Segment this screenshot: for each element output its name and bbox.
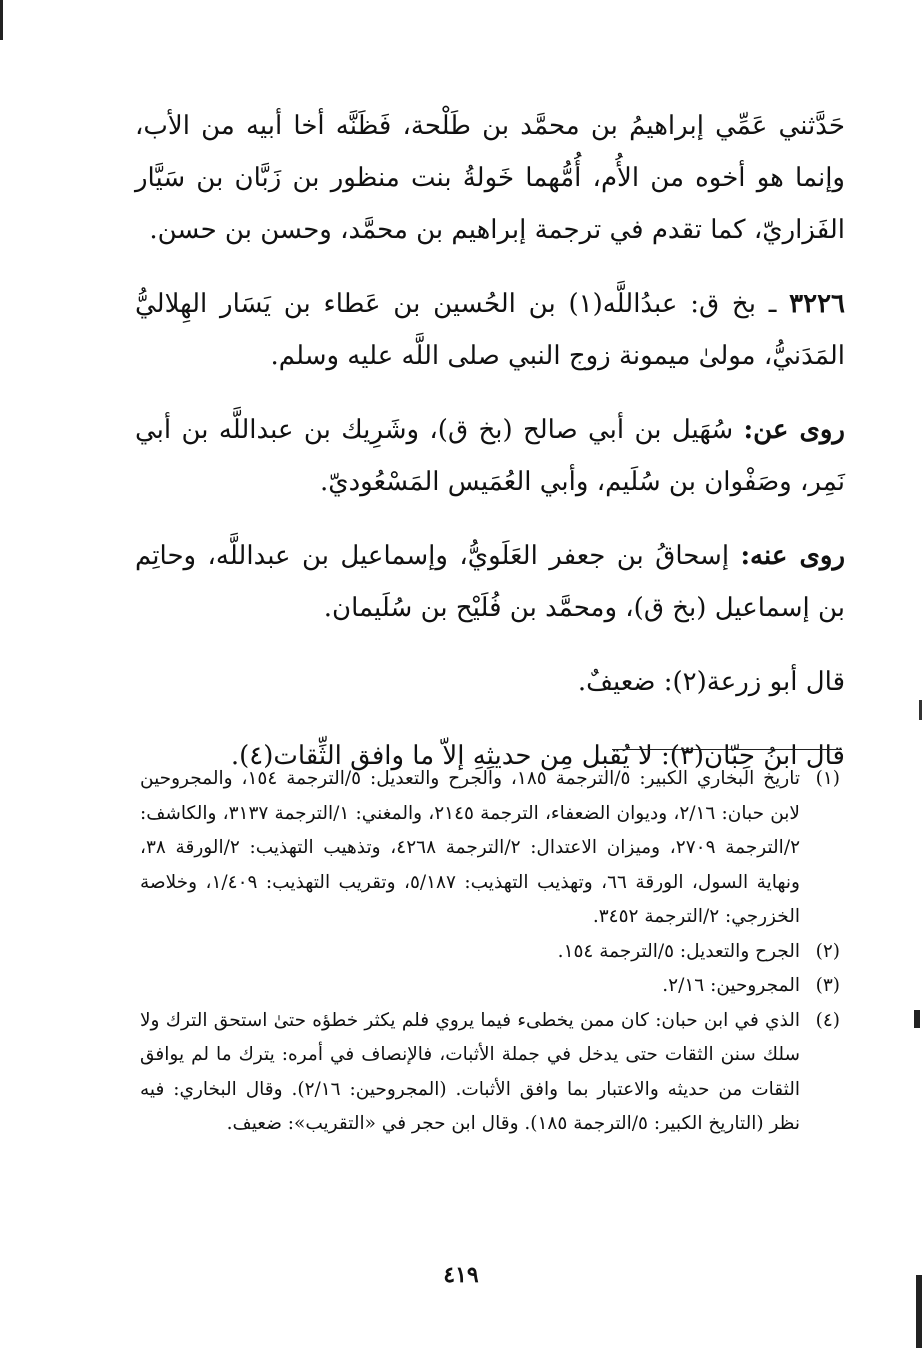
footnote-number: (٢) bbox=[815, 940, 840, 962]
scan-edge-mark bbox=[914, 1010, 920, 1028]
footnote-number: (٣) bbox=[815, 975, 840, 996]
entry-heading: ـ بخ ق: عبدُاللَّه(١) بن الحُسين بن عَطاء بن يَسَار الهِلاليُّ المَدَنيُّ، مولىٰ ميمونة زوج النبي صلى اللَّه عليه وسلم. bbox=[135, 289, 845, 371]
ibn-hibban-text: قال ابنُ حِبّان(٣): لا يُقبل مِن حديثِهِ إلاّ ما وافق الثِّقات(٤). bbox=[230, 741, 845, 771]
narrated-by-paragraph bbox=[135, 530, 845, 634]
footnote-number: (١) bbox=[815, 768, 840, 789]
footnote-4 bbox=[140, 1004, 840, 1142]
narrated-from-paragraph bbox=[135, 404, 845, 508]
footnote-text: المجروحين: ٢/١٦. bbox=[662, 975, 800, 996]
footnote-separator bbox=[612, 749, 842, 750]
narrated-by-label: روى عنه: bbox=[740, 541, 845, 571]
entry-number: ٣٢٢٦ bbox=[789, 289, 845, 319]
scan-edge-mark bbox=[0, 0, 3, 40]
footnote-2 bbox=[140, 935, 840, 970]
footnotes bbox=[140, 762, 840, 1142]
footnote-text: تاريخ البخاري الكبير: ٥/الترجمة ١٨٥، والجرح والتعديل: ٥/الترجمة ١٥٤، والمجروحين لابن حبان: ٢/١٦، وديوان الضعفاء، الترجمة ٢١٤٥، والمغني: ١/الترجمة ٣١٣٧، والكاشف: ٢/الترجمة ٢٧٠٩، وميزان الاعتدال: ٢/الترجمة ٤٢٦٨، وتذهيب التهذيب: ٢/الورقة ٣٨، ونهاية السول، الورقة ٦٦، وتهذيب التهذيب: ٥/١٨٧، وتقريب التهذيب: ١/٤٠٩، وخلاصة الخزرجي: ٢/الترجمة ٣٤٥٢. bbox=[140, 768, 800, 927]
narrated-from-text: سُهَيل بن أبي صالح (بخ ق)، وشَرِيك بن عبداللَّه بن أبي نَمِر، وصَفْوان بن سُلَيم، وأبي العُمَيس المَسْعُوديّ. bbox=[135, 415, 845, 497]
page-number: ٤١٩ bbox=[443, 1262, 479, 1288]
entry-paragraph bbox=[135, 278, 845, 382]
continuation-text: حَدَّثني عَمِّي إبراهيمُ بن محمَّد بن طَلْحة، فَظَنَّه أخا أبيه من الأب، وإنما هو أخوه من الأُم، أُمُّهما خَولةُ بنت منظور بن زَبَّان بن سَيَّار الفَزاريّ، كما تقدم في ترجمة إبراهيم بن محمَّد، وحسن بن حسن. bbox=[135, 111, 845, 245]
main-text bbox=[135, 100, 845, 782]
abu-zura-text: قال أبو زرعة(٢): ضعيفٌ. bbox=[577, 667, 845, 697]
continuation-paragraph bbox=[135, 100, 845, 256]
footnote-text: الذي في ابن حبان: كان ممن يخطىء فيما يروي فلم يكثر خطؤه حتىٰ استحق الترك ولا سلك سنن الثقات حتى يدخل في جملة الأثبات، فالإنصاف في أمره: يترك ما لم يوافق الثقات من حديثه والاعتبار بما وافق الأثبات. (المجروحين: ٢/١٦). وقال البخاري: فيه نظر (التاريخ الكبير: ٥/الترجمة ١٨٥). وقال ابن حجر في «التقريب»: ضعيف. bbox=[140, 1009, 800, 1134]
footnote-number: (٤) bbox=[815, 1009, 840, 1031]
narrated-by-text: إسحاقُ بن جعفر العَلَويُّ، وإسماعيل بن عبداللَّه، وحاتِم بن إسماعيل (بخ ق)، ومحمَّد بن فُلَيْح بن سُلَيمان. bbox=[135, 541, 845, 623]
footnote-3 bbox=[140, 969, 840, 1004]
footnote-text: الجرح والتعديل: ٥/الترجمة ١٥٤. bbox=[557, 940, 800, 962]
footnote-1 bbox=[140, 762, 840, 935]
abu-zura-paragraph bbox=[135, 656, 845, 708]
narrated-from-label: روى عن: bbox=[743, 415, 845, 445]
